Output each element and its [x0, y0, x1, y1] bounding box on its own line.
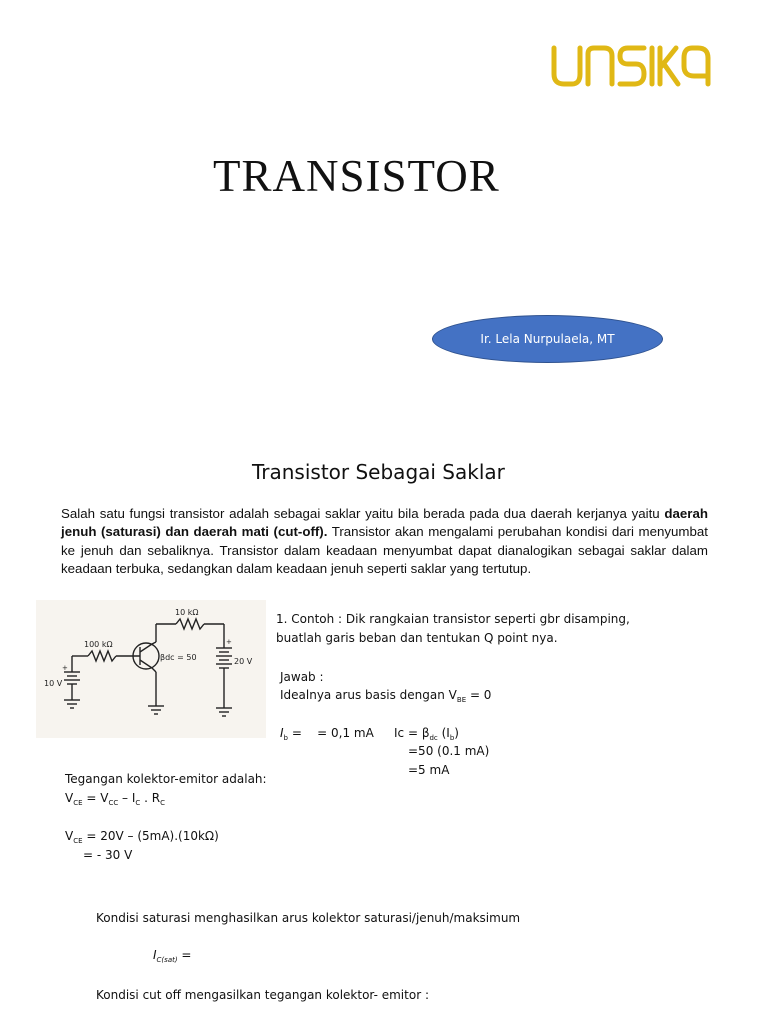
ic-sat-equation — [153, 946, 191, 967]
vce-calc-a: V — [65, 829, 74, 843]
example-line-2: buatlah garis beban dan tentukan Q point nya. — [276, 631, 558, 645]
rc-label: 10 kΩ — [175, 608, 199, 617]
ic-line-2: =50 (0.1 mA) — [408, 744, 490, 758]
section-heading: Transistor Sebagai Saklar — [252, 460, 505, 484]
vce-calc-a-sub: CE — [73, 837, 83, 845]
circuit-schematic — [36, 600, 266, 738]
ic-sub2: b — [449, 734, 455, 742]
unsika-logo — [548, 40, 713, 90]
ideal-prefix: Idealnya arus basis dengan V — [280, 688, 457, 702]
ideal-sub: BE — [456, 696, 467, 704]
vce-formula-c-sub: C — [135, 799, 141, 807]
vbb-label: 10 V — [44, 679, 63, 688]
ib-equation — [280, 724, 374, 745]
vce-formula — [65, 789, 165, 810]
intro-bold-text: daerah jenuh (saturasi) dan daerah mati (cut-off). — [61, 506, 708, 540]
ic-sat-symbol: I — [153, 948, 157, 962]
vce-formula-b: = V — [82, 791, 109, 805]
ideal-suffix: = 0 — [466, 688, 492, 702]
cutoff-text: Kondisi cut off mengasilkan tegangan kolektor- emitor : — [96, 988, 429, 1002]
vce-formula-a-sub: CE — [73, 799, 83, 807]
intro-paragraph — [61, 505, 708, 578]
vce-result: = - 30 V — [83, 848, 133, 862]
author-badge — [432, 315, 663, 363]
author-name: Ir. Lela Nurpulaela, MT — [480, 332, 615, 346]
vce-calculation — [65, 827, 219, 848]
vce-formula-b-sub: CC — [108, 799, 119, 807]
vce-formula-d-sub: C — [160, 799, 165, 807]
rb-label: 100 kΩ — [84, 640, 113, 649]
ic-end: ) — [454, 726, 459, 740]
page-title: TRANSISTOR — [213, 151, 500, 201]
ic-sat-sub: C(sat) — [156, 956, 178, 964]
ic-suffix: (I — [437, 726, 450, 740]
circuit-diagram — [36, 600, 266, 738]
vce-calc-b: = 20V – (5mA).(10kΩ) — [82, 829, 219, 843]
ib-value: = = 0,1 mA — [288, 726, 374, 740]
saturation-text: Kondisi saturasi menghasilkan arus kolektor saturasi/jenuh/maksimum — [96, 911, 521, 925]
ic-sat-eq: = — [177, 948, 192, 962]
example-line-1: 1. Contoh : Dik rangkaian transistor seperti gbr disamping, — [276, 612, 630, 626]
ic-sub: dc — [429, 734, 438, 742]
ib-sub: b — [283, 734, 288, 742]
vcc-label: 20 V — [234, 657, 253, 666]
example-question — [276, 610, 630, 648]
ic-line-3: =5 mA — [408, 763, 450, 777]
intro-text-1: Salah satu fungsi transistor adalah sebagai saklar yaitu bila berada pada dua daerah kerjanya yaitu — [61, 506, 665, 521]
vce-formula-d: . R — [140, 791, 161, 805]
intro-text-2: Transistor akan mengalami perubahan kondisi dari menyumbat ke jenuh dan sebaliknya. Transistor dalam keadaan menyumbat dapat dianalogikan sebagai saklar dalam keadaan terbuka, sedangkan dalam keadaan jenuh seperti saklar yang tertutup. — [61, 524, 708, 576]
unsika-logo-graphic — [548, 40, 713, 90]
beta-label: βdc = 50 — [160, 653, 197, 662]
vce-formula-a: V — [65, 791, 74, 805]
answer-label: Jawab : — [280, 670, 324, 684]
svg-text:+: + — [62, 664, 68, 672]
answer-ideal-line — [280, 686, 491, 707]
vce-heading: Tegangan kolektor-emitor adalah: — [65, 772, 267, 786]
vce-formula-c: – I — [118, 791, 136, 805]
svg-text:+: + — [226, 638, 232, 646]
ic-prefix: Ic = β — [394, 726, 430, 740]
ib-symbol: I — [280, 726, 284, 740]
